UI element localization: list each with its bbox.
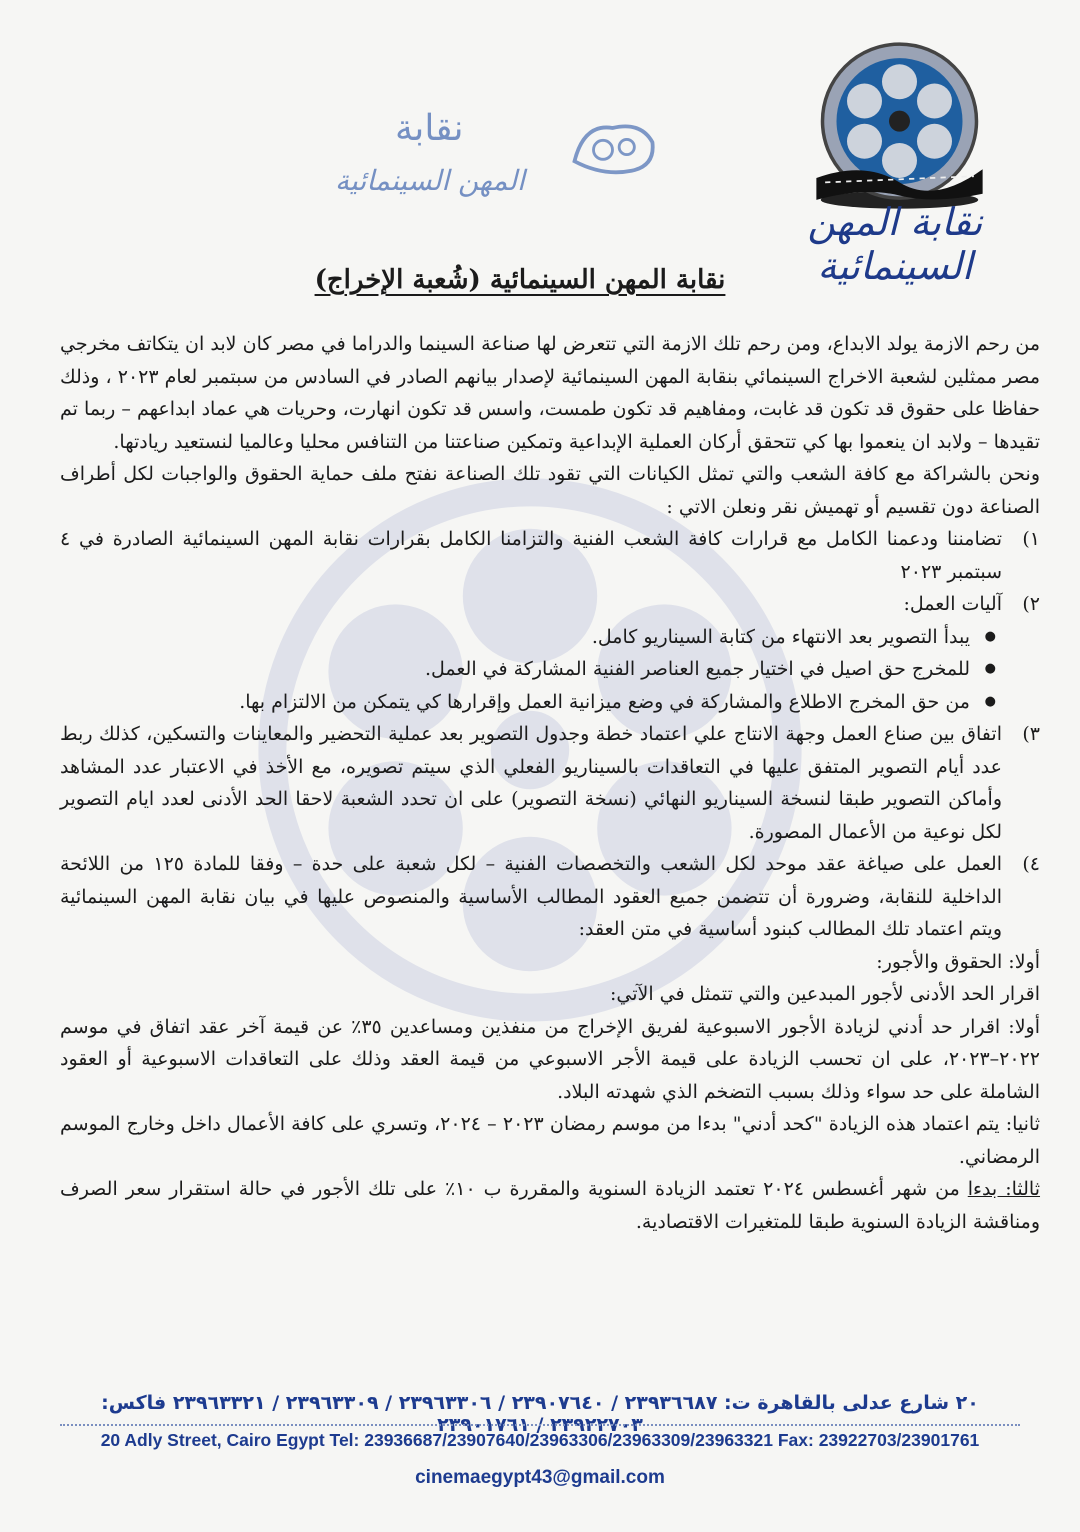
stamp-line-2: المهن السينمائية	[335, 164, 525, 197]
stamp-line-1: نقابة	[395, 108, 464, 149]
rights-heading: أولا: الحقوق والأجور:	[876, 950, 1040, 973]
document-body	[60, 328, 1040, 1238]
item-text: آليات العمل:	[903, 593, 1002, 615]
footer-arabic-address: ٢٠ شارع عدلى بالقاهرة ت: ٢٣٩٣٦٦٨٧ / ٢٣٩٠٧٦٤٠ / ٢٣٩٦٣٣٠٦ / ٢٣٩٦٣٣٠٩ / ٢٣٩٦٣٣٢١ فاكس: ٢٣٩٢٢٧٠٣ / ٢٣٩٠١٧٦١	[101, 1392, 979, 1436]
list-item	[60, 848, 1040, 946]
bullet-item: ● للمخرج حق اصيل في اختيار جميع العناصر الفنية المشاركة في العمل.	[60, 653, 970, 686]
rights-first: أولا: اقرار حد أدني لزيادة الأجور الاسبوعية لفريق الإخراج من منفذين ومساعدين ٣٥٪ عن قيمة آخر عقد اتفاق في موسم ٢٠٢٢–٢٠٢٣، على ان تحسب الزيادة على قيمة الأجر الاسبوعي من قيمة العقد وذلك على التعاقدات الاسبوعية أو العقود الشاملة على حد سواء وذلك بسبب التضخم الذي شهدته البلاد.	[60, 1015, 1040, 1103]
rights-third-text: من شهر أغسطس ٢٠٢٤ تعتمد الزيادة السنوية والمقررة ب ١٠٪ على تلك الأجور في حالة استقرار سعر الصرف ومناقشة الزيادة السنوية طبقا للمتغيرات الاقتصادية.	[60, 1178, 1040, 1233]
list-item	[60, 523, 1040, 588]
film-reel-logo-icon	[812, 38, 987, 213]
item-text: تضامننا ودعمنا الكامل مع قرارات كافة الشعب الفنية والتزامنا الكامل بقرارات نقابة المهن السينمائية الصادرة في ٤ سبتمبر ٢٠٢٣	[60, 528, 1002, 583]
syndicate-stamp-emblem-icon	[565, 112, 660, 182]
item-text: العمل على صياغة عقد موحد لكل الشعب والتخصصات الفنية – لكل شعبة على حدة – وفقا للمادة ١٢٥ من اللائحة الداخلية للنقابة، وضرورة أن تتضمن جميع العقود المطالب الأساسية والمنصوص عليها في بيان نقابة المهن السينمائية ويتم اعتماد تلك المطالب كبنود أساسية في متن العقد:	[60, 853, 1002, 940]
intro-paragraph-2: ونحن بالشراكة مع كافة الشعب والتي تمثل الكيانات التي تقود تلك الصناعة نفتح ملف حماية الحقوق والواجبات لكل أطراف الصناعة دون تقسيم أو تهميش نقر ونعلن الاتي :	[60, 463, 1040, 518]
list-item	[60, 718, 1040, 848]
item-number: ٣)	[1022, 723, 1040, 745]
work-mechanisms-list	[60, 621, 1040, 719]
item-number: ٢)	[1022, 593, 1040, 615]
item-number: ١)	[1022, 528, 1040, 550]
bullet-item: ● من حق المخرج الاطلاع والمشاركة في وضع ميزانية العمل وإقرارها كي يتمكن من الالتزام بها.	[60, 686, 970, 719]
intro-paragraph-1: من رحم الازمة يولد الابداع، ومن رحم تلك الازمة التي تتعرض لها صناعة السينما والدراما في مصر كان لابد ان يتكاتف مخرجي مصر ممثلين لشعبة الاخراج السينمائي بنقابة المهن السينمائية لإصدار بيانهم الصادر في السادس من سبتمبر لعام ٢٠٢٣ ، وذلك حفاظا على حقوق قد تكون قد غابت، ومفاهيم قد تكون طمست، واسس قد تكون انهارت، وحريات هي عماد ابداعهم – ربما تم تقيدها – ولابد ان ينعموا بها كي تتحقق أركان العملية الإبداعية وتمكين صناعتنا من التنافس محليا وعالميا لنستعيد ريادتها.	[60, 333, 1040, 453]
item-text: اتفاق بين صناع العمل وجهة الانتاج علي اعتماد خطة وجدول التصوير بعد عملية التحضير والمعاينات والتسكين، كذلك ربط عدد أيام التصوير المتفق عليها في التعاقدات بالسيناريو الفعلي الذي سيتم تصويره، مع الأخذ في الاعتبار عدد المشاهد وأماكن التصوير طبقا لنسخة السيناريو النهائي (نسخة التصوير) على ان تحدد الشعبة لاحقا الحد الأدنى لعدد ايام التصوير لكل نوعية من الأعمال المصورة.	[60, 723, 1002, 843]
bullet-item: ● يبدأ التصوير بعد الانتهاء من كتابة السيناريو كامل.	[60, 621, 970, 654]
document-title: نقابة المهن السينمائية (شُعبة الإخراج)	[314, 265, 726, 295]
item-number: ٤)	[1022, 853, 1040, 875]
rights-subheading: اقرار الحد الأدنى لأجور المبدعين والتي تتمثل في الآتي:	[610, 983, 1040, 1005]
list-item	[60, 588, 1040, 621]
logo-script-text: نقابة المهن السينمائية	[807, 200, 983, 288]
footer-divider	[60, 1424, 1020, 1426]
rights-second: ثانيا: يتم اعتماد هذه الزيادة "كحد أدني" بدءا من موسم رمضان ٢٠٢٣ – ٢٠٢٤، وتسري على كافة الأعمال داخل وخارج الموسم الرمضاني.	[60, 1113, 1040, 1168]
footer-english-address: 20 Adly Street, Cairo Egypt Tel: 23936687/23907640/23963306/23963309/23963321 Fax: 23922703/23901761	[100, 1430, 980, 1450]
footer-email[interactable]: cinemaegypt43@gmail.com	[415, 1467, 665, 1488]
rights-third	[60, 1173, 1040, 1238]
rights-third-label: ثالثا: بدءا	[967, 1178, 1041, 1200]
